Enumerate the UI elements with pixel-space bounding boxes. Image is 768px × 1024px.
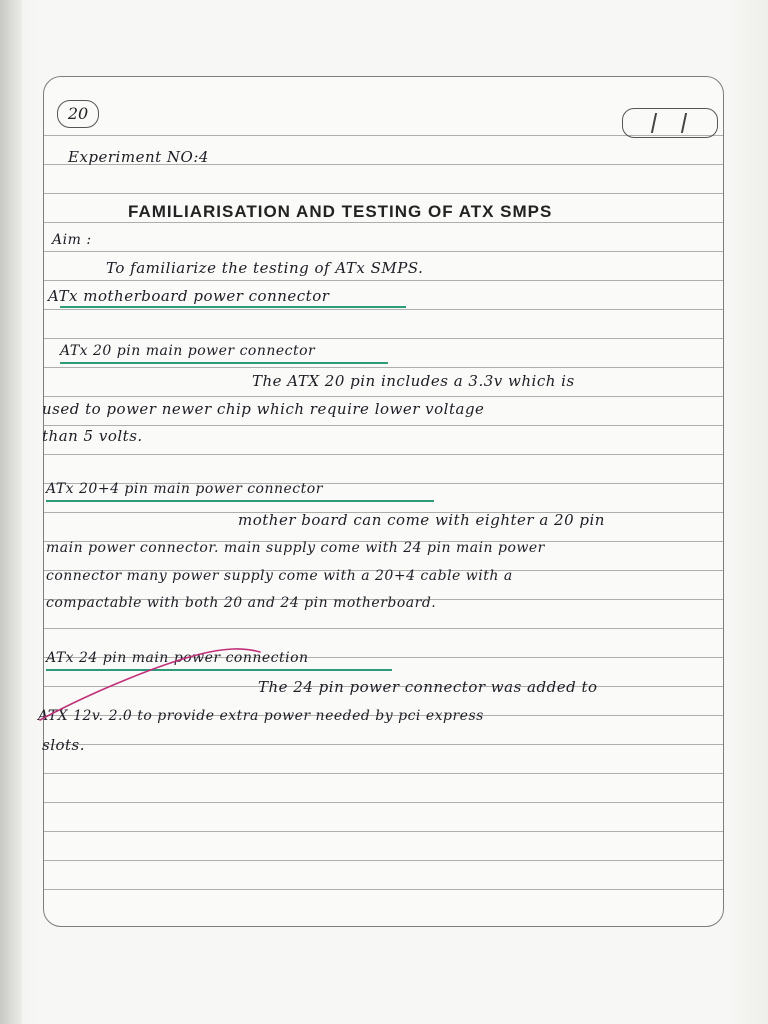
ruled-line bbox=[44, 889, 723, 890]
ruled-line bbox=[44, 831, 723, 832]
ruled-line bbox=[44, 135, 723, 136]
ruled-line bbox=[44, 367, 723, 368]
ruled-line bbox=[44, 193, 723, 194]
section-heading-20pin: ATx 20 pin main power connector bbox=[60, 343, 316, 359]
paragraph-line: The 24 pin power connector was added to bbox=[258, 678, 598, 696]
section-heading-24pin: ATx 24 pin main power connection bbox=[46, 650, 309, 666]
ruled-line bbox=[44, 338, 723, 339]
section-heading-20plus4: ATx 20+4 pin main power connector bbox=[46, 481, 323, 497]
ruled-line bbox=[44, 860, 723, 861]
paragraph-line: main power connector. main supply come with 24 pin main power bbox=[46, 540, 545, 556]
paragraph-line: ATX 12v. 2.0 to provide extra power needed by pci express bbox=[38, 708, 484, 724]
paragraph-line: mother board can come with eighter a 20 pin bbox=[238, 511, 605, 529]
ruled-line bbox=[44, 628, 723, 629]
page-number: 20 bbox=[57, 100, 99, 128]
correction-stroke bbox=[36, 640, 266, 730]
ruled-line bbox=[44, 802, 723, 803]
ruled-line bbox=[44, 396, 723, 397]
page-title: FAMILIARISATION AND TESTING OF ATX SMPS bbox=[128, 202, 553, 221]
experiment-number: Experiment NO:4 bbox=[68, 148, 209, 166]
ruled-line bbox=[44, 309, 723, 310]
paragraph-line: The ATX 20 pin includes a 3.3v which is bbox=[252, 372, 575, 390]
aim-text: To familiarize the testing of ATx SMPS. bbox=[106, 259, 424, 277]
ruled-line bbox=[44, 744, 723, 745]
ruled-line bbox=[44, 425, 723, 426]
ruled-line bbox=[44, 454, 723, 455]
paragraph-line: than 5 volts. bbox=[42, 427, 143, 445]
paragraph-line: used to power newer chip which require lower voltage bbox=[42, 400, 485, 418]
ruled-line bbox=[44, 251, 723, 252]
paragraph-line: slots. bbox=[42, 736, 86, 754]
paragraph-line: compactable with both 20 and 24 pin motherboard. bbox=[46, 595, 437, 611]
section-main-underline bbox=[60, 306, 406, 308]
date-separator bbox=[651, 113, 657, 133]
binding-shadow bbox=[0, 0, 22, 1024]
section-main-heading: ATx motherboard power connector bbox=[48, 287, 330, 305]
ruled-line bbox=[44, 773, 723, 774]
section-underline-20pin bbox=[60, 362, 388, 364]
date-box bbox=[622, 108, 718, 138]
ruled-line bbox=[44, 280, 723, 281]
ruled-line bbox=[44, 222, 723, 223]
aim-label: Aim : bbox=[52, 232, 92, 248]
paragraph-line: connector many power supply come with a 20+4 cable with a bbox=[46, 568, 513, 584]
section-underline-20plus4 bbox=[46, 500, 434, 502]
date-separator bbox=[681, 113, 687, 133]
